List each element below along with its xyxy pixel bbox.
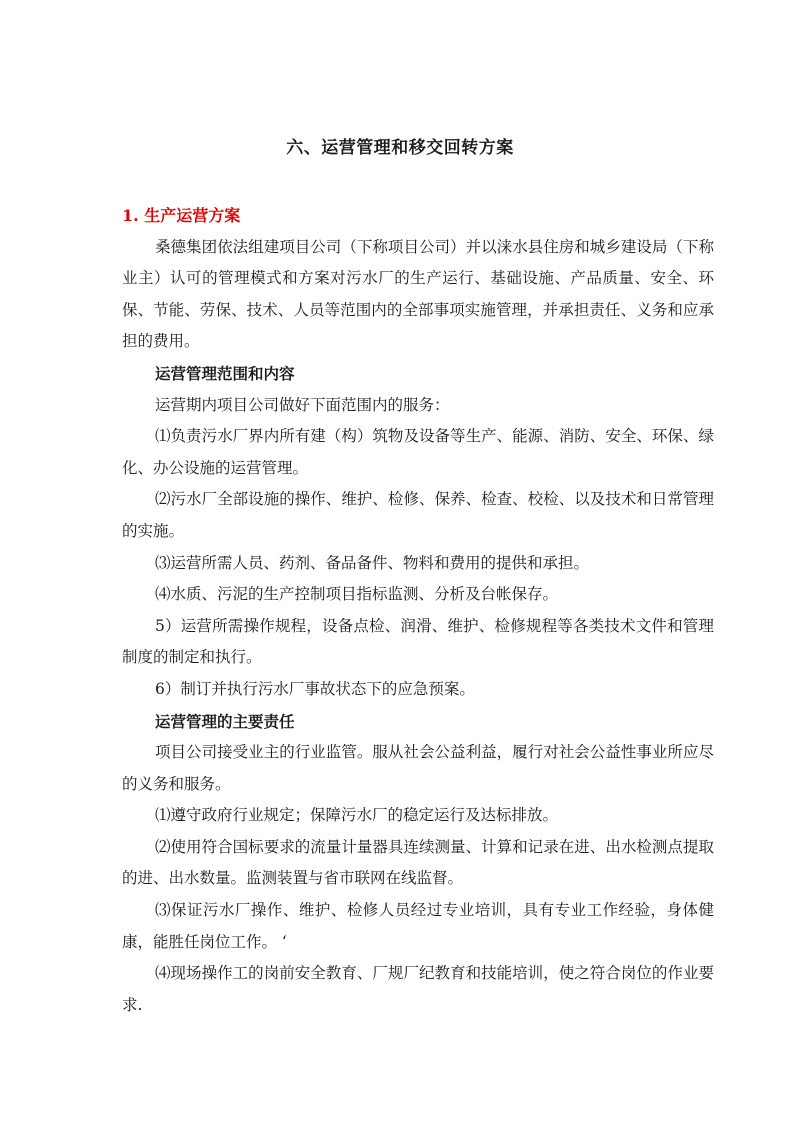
list-item: ⑷水质、污泥的生产控制项目指标监测、分析及台帐保存。 <box>155 585 559 604</box>
list-item: 6）制订并执行污水厂事故状态下的应急预案。 <box>155 679 475 698</box>
list-item: ⑵污水厂全部设施的操作、维护、检修、保养、检查、校检、以及技术和日常管理的实施。 <box>122 490 714 540</box>
list-item: ⑵使用符合国标要求的流量计量器具连续测量、计算和记录在进、出水检测点提取的进、出水数量。监测装置与省市联网在线监督。 <box>122 837 714 888</box>
paragraph: 项目公司接受业主的行业监管。服从社会公益利益，履行对社会公益性事业所应尽的义务和服务。 <box>122 743 714 793</box>
paragraph: 运营期内项目公司做好下面范围内的服务： <box>155 395 450 414</box>
subheading: 运营管理的主要责任 <box>155 711 295 731</box>
page-title: 六、运营管理和移交回转方案 <box>286 138 514 158</box>
list-item: ⑴负责污水厂界内所有建（构）筑物及设备等生产、能源、消防、安全、环保、绿化、办公设施的运营管理。 <box>122 427 714 477</box>
list-item: ⑶保证污水厂操作、维护、检修人员经过专业培训，具有专业工作经验，身体健康，能胜任岗位工作。 ‘ <box>122 901 714 951</box>
paragraph: 桑德集团依法组建项目公司（下称项目公司）并以涞水县住房和城乡建设局（下称业主）认可的管理模式和方案对污水厂的生产运行、基础设施、产品质量、安全、环保、节能、劳保、技术、人员等范围内的全部事项实施管理，并承担责任、义务和应承担的费用。 <box>122 237 714 351</box>
list-item: ⑷现场操作工的岗前安全教育、厂规厂纪教育和技能培训，使之符合岗位的作业要求. <box>122 964 714 1014</box>
list-item: ⑶运营所需人员、药剂、备品备件、物料和费用的提供和承担。 <box>155 553 590 572</box>
list-item: ⑴遵守政府行业规定；保障污水厂的稳定运行及达标排放。 <box>155 806 559 825</box>
document-body <box>122 200 714 1021</box>
section-heading: 1. 生产运营方案 <box>122 206 241 225</box>
subheading: 运营管理范围和内容 <box>155 363 295 383</box>
list-item: 5）运营所需操作规程，设备点检、润滑、维护、检修规程等各类技术文件和管理制度的制定和执行。 <box>122 616 714 667</box>
